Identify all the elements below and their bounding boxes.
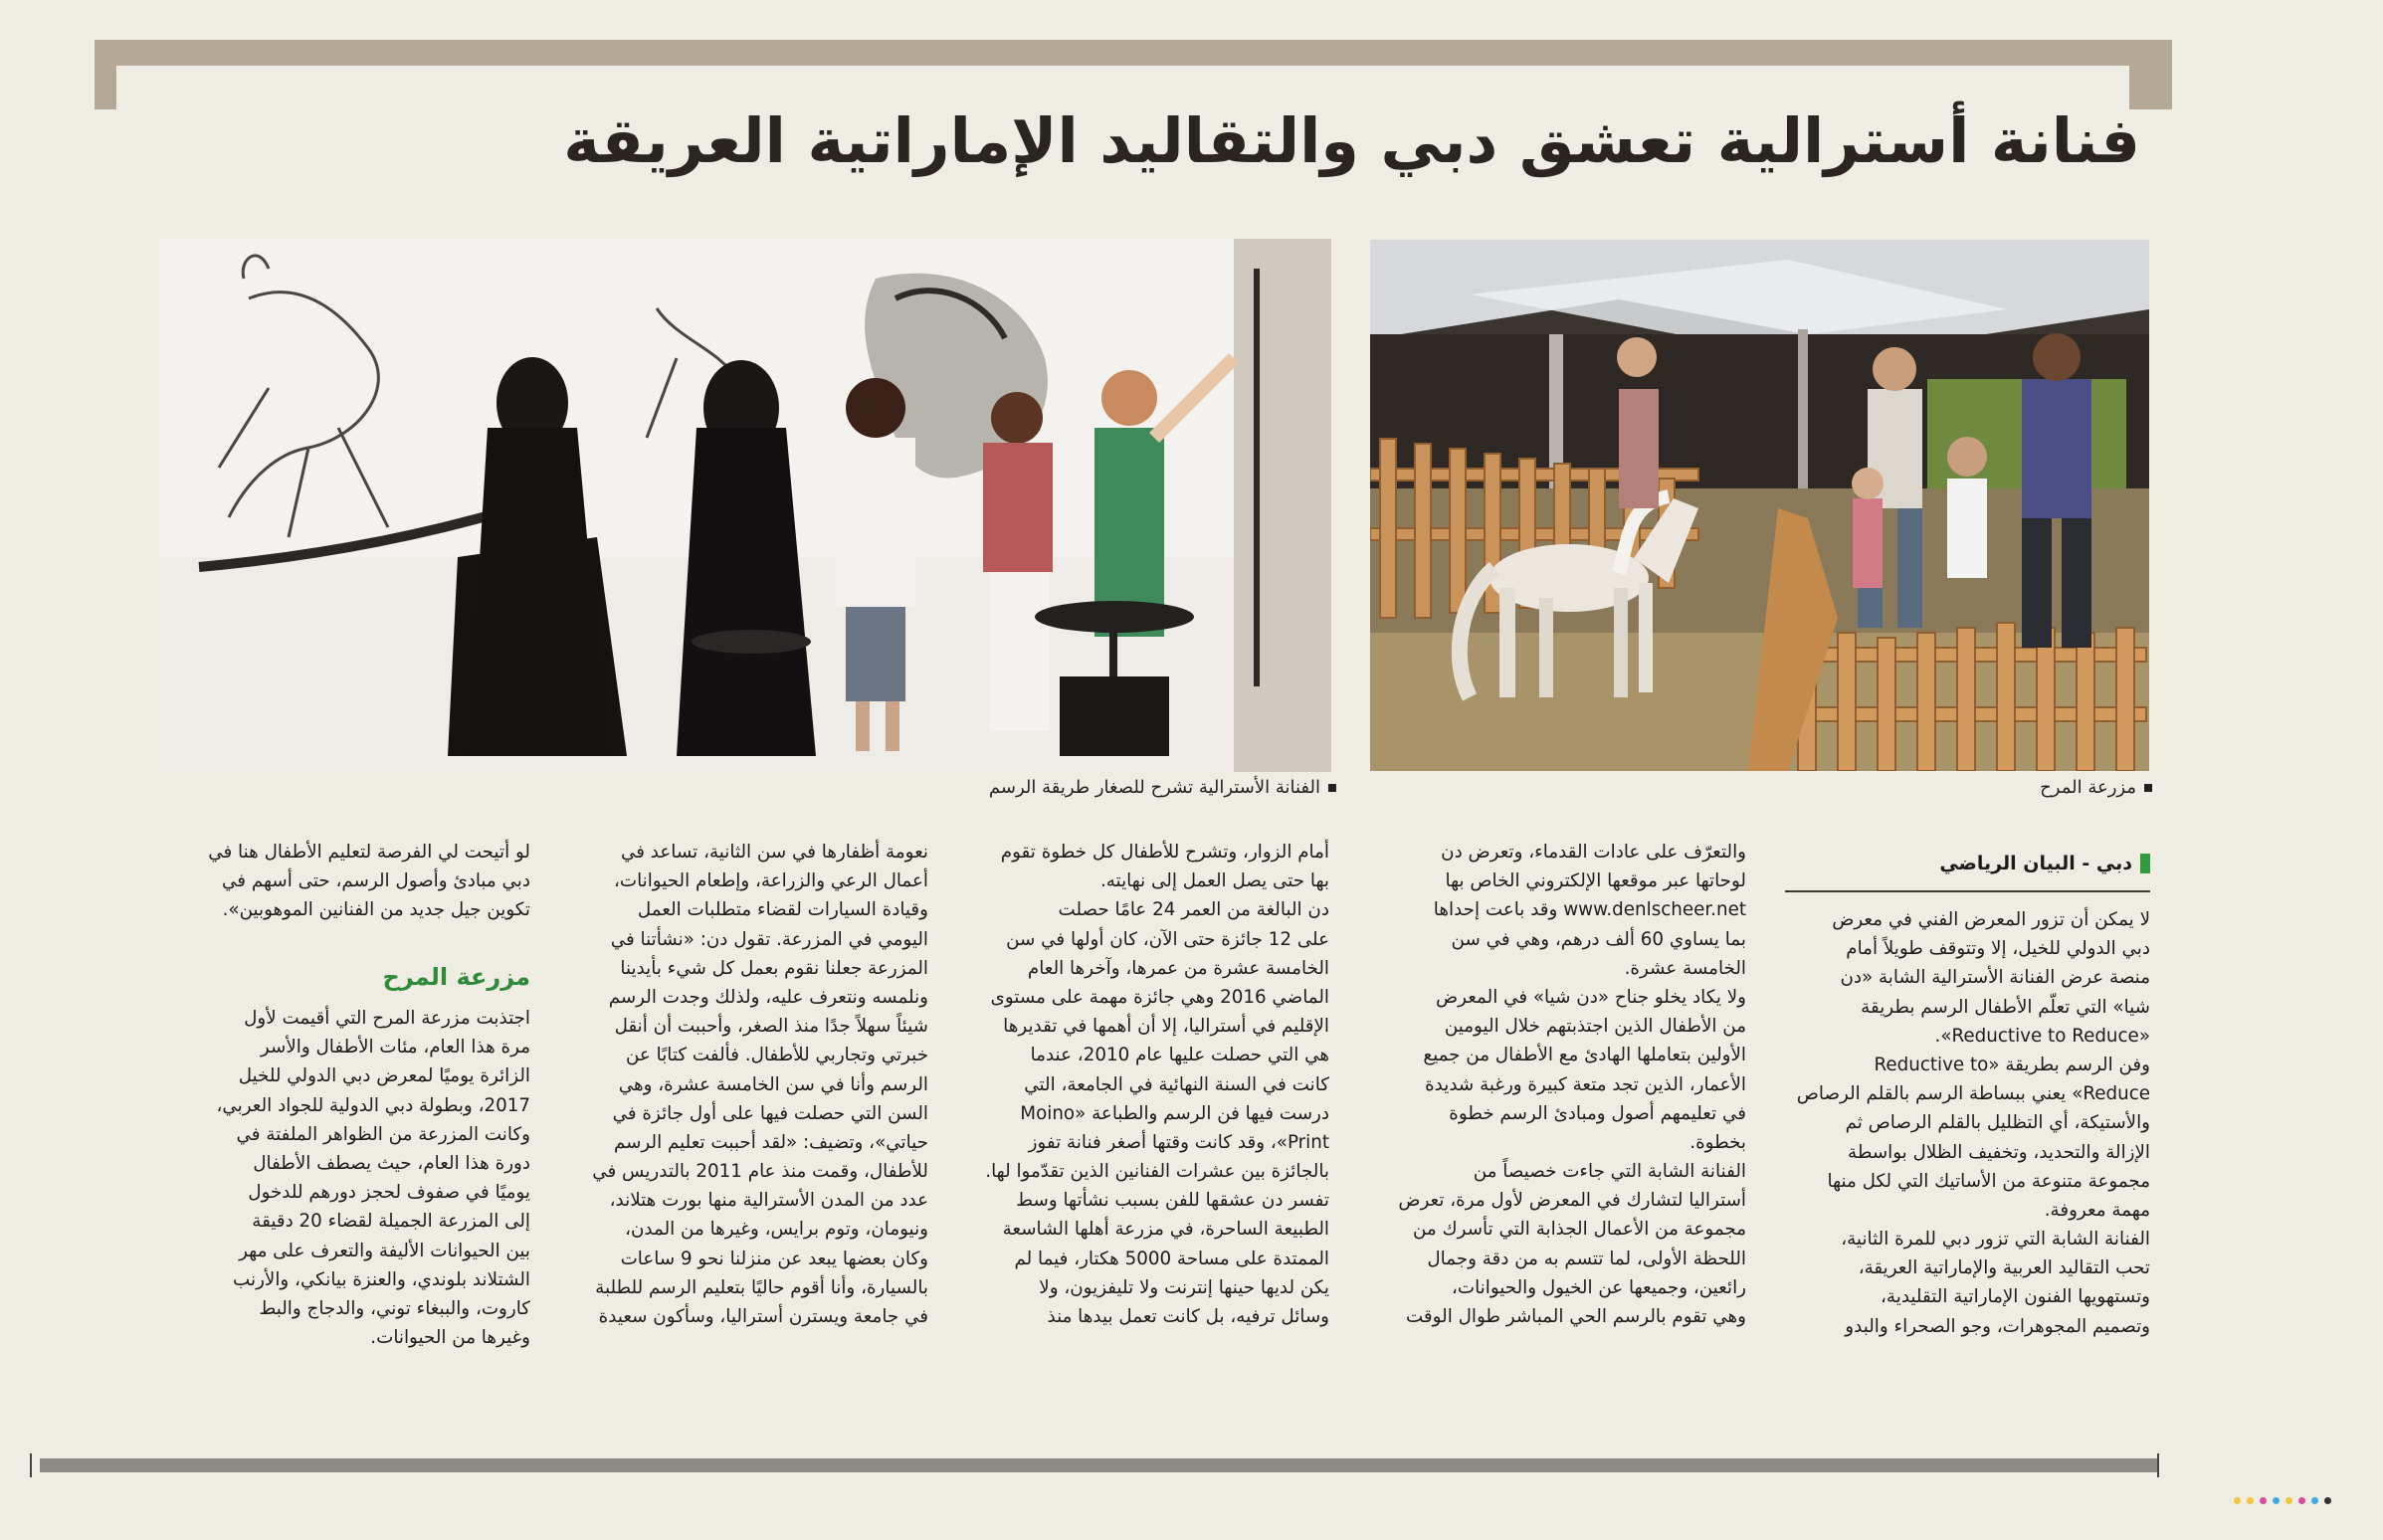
text-line: دورة هذا العام، حيث يصطف الأطفال [253, 1152, 530, 1174]
text-line: دن البالغة من العمر 24 عامًا حصلت [1058, 899, 1329, 921]
text-line: والتعرّف على عادات القدماء، وتعرض دن [1441, 842, 1746, 863]
text-line: الإزالة والتحديد، وتخفيف الظلال بواسطة [1848, 1141, 2150, 1163]
text-line: عدد من المدن الأسترالية منها بورت هتلاند، [609, 1190, 928, 1212]
text-line: الإقليم في أستراليا، إلا أن أهمها في تقديرها [1003, 1016, 1329, 1038]
farm-photo [1370, 240, 2149, 771]
text-line: تكوين جيل جديد من الفنانين الموهوبين». [222, 899, 530, 921]
text-line: وتستهويها الفنون الإماراتية التقليدية، [1881, 1286, 2150, 1308]
text-line: وقيادة السيارات لقضاء متطلبات العمل [637, 899, 928, 921]
text-line: تحب التقاليد العربية والإماراتية العريقة، [1858, 1257, 2150, 1279]
article-column-4 [557, 838, 928, 1331]
article-column-3 [958, 838, 1329, 1331]
text-line: للأطفال، وقمت منذ عام 2011 بالتدريس في [592, 1161, 928, 1183]
text-line: مجموعة متنوعة من الأساتيك التي لكل منها [1827, 1170, 2150, 1192]
text-line: 2017، وبطولة دبي الدولية للجواد العربي، [216, 1094, 530, 1116]
registration-dot [2311, 1497, 2318, 1504]
article-column-2 [1375, 838, 1746, 1331]
top-band-right-cap [2129, 40, 2172, 109]
text-line: تفسر دن عشقها للفن بسبب نشأتها وسط [1016, 1190, 1329, 1212]
text-line: في تعليمهم أصول ومبادئ الرسم خطوة [1449, 1102, 1746, 1124]
farm-photo-caption [2040, 777, 2152, 798]
text-line: وتصميم المجوهرات، وجو الصحراء والبدو [1845, 1315, 2150, 1337]
text-line: وكان بعضها يبعد عن منزلنا نحو 9 ساعات [620, 1248, 928, 1269]
text-line: شيئاً سهلاً جدًا منذ الصغر، وأحببت أن أنقل [614, 1016, 928, 1038]
text-line: درست فيها فن الرسم والطباعة «Moino [1020, 1102, 1329, 1124]
registration-dot [2247, 1497, 2254, 1504]
text-line: الممتدة على مساحة 5000 هكتار، فيما لم [1014, 1248, 1329, 1269]
text-line: لا يمكن أن تزور المعرض الفني في معرض [1832, 909, 2150, 930]
text-line: إلى المزرعة الجميلة لقضاء 20 دقيقة [252, 1211, 530, 1233]
text-line: على 12 جائزة حتى الآن، كان أولها في سن [1006, 928, 1329, 950]
text-line: وسائل ترفيه، بل كانت تعمل بيدها منذ [1047, 1306, 1329, 1327]
text-line: في جامعة ويسترن أستراليا، وسأكون سعيدة [598, 1306, 928, 1327]
article-column-5 [159, 838, 530, 925]
section-subheading: مزرعة المرح [382, 963, 530, 991]
artist-photo-caption [989, 777, 1336, 798]
text-line: بين الحيوانات الأليفة والتعرف على مهر [239, 1240, 530, 1261]
text-line: ولا يكاد يخلو جناح «دن شيا» في المعرض [1436, 986, 1746, 1008]
column-1-text [1785, 905, 2150, 1341]
caption-bullet [2144, 784, 2152, 792]
column-5-text-bottom [159, 1004, 530, 1352]
text-line: خبرتي وتجاربي للأطفال. فألفت كتابًا عن [625, 1045, 928, 1066]
text-line: بخطوة. [1689, 1131, 1746, 1153]
text-line: بها حتى يصل العمل إلى نهايته. [1099, 870, 1329, 892]
text-line: بالجائزة بين عشرات الفنانين الذين تقدّموا لها. [985, 1161, 1329, 1183]
text-line: بما يساوي 60 ألف درهم، وهي في سن [1451, 928, 1746, 950]
article-byline [1785, 853, 2150, 892]
text-line: الطبيعة الساحرة، في مزرعة أهلها الشاسعة [1002, 1219, 1329, 1241]
text-line: اللحظة الأولى، لما تتسم به من دقة وجمال [1427, 1248, 1746, 1269]
text-line: «Reductive to Reduce». [1934, 1025, 2150, 1047]
artist-photo [159, 239, 1331, 772]
text-line: شيا» التي تعلّم الأطفال الرسم بطريقة [1861, 996, 2150, 1018]
text-line: أمام الزوار، وتشرح للأطفال كل خطوة تقوم [1000, 842, 1329, 863]
registration-dot [2285, 1497, 2292, 1504]
column-3-text [958, 838, 1329, 1331]
text-line: وكانت المزرعة من الظواهر الملفتة في [236, 1123, 530, 1145]
text-line: السن التي حصلت فيها على أول جائزة في [612, 1102, 928, 1124]
text-line: أعمال الرعي والزراعة، وإطعام الحيوانات، [613, 870, 928, 892]
text-line: كانت في السنة النهائية في الجامعة، التي [1024, 1073, 1329, 1095]
byline-text: دبي - البيان الرياضي [1939, 853, 2132, 874]
print-registration-marks [2234, 1489, 2337, 1499]
top-band-left-cap [95, 40, 116, 109]
text-line: أستراليا لتشارك في المعرض لأول مرة، تعرض [1398, 1190, 1746, 1212]
text-line: ونلمسه ونتعرف عليه، ولذلك وجدت الرسم [608, 986, 928, 1008]
text-line: الشتلاند بلوندي، والعنزة بيانكي، والأرنب [233, 1268, 530, 1290]
caption-bullet [1328, 784, 1336, 792]
farm-photo-illustration [1370, 240, 2149, 771]
text-line: والأستيكة، أي التظليل بالقلم الرصاص ثم [1845, 1112, 2150, 1134]
registration-dot [2234, 1497, 2241, 1504]
text-line: الماضي 2016 وهي جائزة مهمة على مستوى [990, 986, 1329, 1008]
byline-marker [2140, 854, 2150, 873]
text-line: اجتذبت مزرعة المرح التي أقيمت لأول [244, 1008, 530, 1029]
column-2-text [1375, 838, 1746, 1331]
text-line: الفنانة الشابة التي جاءت خصيصاً من [1473, 1161, 1746, 1183]
text-line: الفنانة الشابة التي تزور دبي للمرة الثانية، [1841, 1229, 2150, 1251]
top-decorative-band [95, 40, 2172, 66]
text-line: نعومة أظفارها في سن الثانية، تساعد في [621, 842, 928, 863]
bottom-band-right-tick [2157, 1453, 2159, 1477]
text-line: الأولين بتعاملها الهادئ مع الأطفال من جميع [1423, 1045, 1746, 1066]
artist-photo-caption-text: الفنانة الأسترالية تشرح للصغار طريقة الرسم [988, 777, 1320, 798]
registration-dot [2260, 1497, 2267, 1504]
text-line: منصة عرض الفنانة الأسترالية الشابة «دن [1840, 967, 2150, 989]
text-line: كاروت، والببغاء توني، والدجاج والبط [259, 1297, 530, 1319]
text-line: Print»، وقد كانت وقتها أصغر فنانة تفوز [1028, 1131, 1329, 1153]
text-line: يوميًا في صفوف لحجز دورهم للدخول [248, 1182, 530, 1204]
article-column-5-continued [159, 1004, 530, 1352]
text-line: حياتي»، وتضيف: «لقد أحببت تعليم الرسم [613, 1131, 928, 1153]
text-line: مهمة معروفة. [2044, 1199, 2150, 1221]
text-line: هي التي حصلت عليها عام 2010، عندما [1030, 1045, 1329, 1066]
text-line: وهي تقوم بالرسم الحي المباشر طوال الوقت [1405, 1306, 1746, 1327]
text-line: رائعين، وجميعها عن الخيول والحيوانات، [1451, 1276, 1746, 1298]
bottom-decorative-band [40, 1458, 2159, 1472]
registration-dot [2273, 1497, 2280, 1504]
text-line: دبي الدولي للخيل، إلا وتتوقف طويلاً أمام [1846, 938, 2150, 960]
text-line: مرة هذا العام، مئات الأطفال والأسر [260, 1037, 530, 1059]
text-line: الأعمار، الذين تجد متعة كبيرة ورغبة شديدة [1425, 1073, 1746, 1095]
text-line: الخامسة عشرة. [1624, 957, 1746, 979]
text-line: وغيرها من الحيوانات. [370, 1327, 530, 1349]
text-line: Reduce» يعني ببساطة الرسم بالقلم الرصاص [1796, 1083, 2150, 1105]
text-line: دبي مبادئ وأصول الرسم، حتى أسهم في [222, 870, 530, 892]
text-line: المزرعة جعلنا نقوم بعمل كل شيء بأيدينا [620, 957, 928, 979]
text-line: الزائرة يوميًا لمعرض دبي الدولي للخيل [238, 1065, 530, 1087]
article-column-1 [1785, 905, 2150, 1341]
text-line: www.denlscheer.net وقد باعت إحداها [1433, 899, 1746, 921]
column-5-text-top [159, 838, 530, 925]
registration-dot [2324, 1497, 2331, 1504]
farm-photo-caption-text: مزرعة المرح [2040, 777, 2136, 798]
column-4-text [557, 838, 928, 1331]
registration-dot [2298, 1497, 2305, 1504]
artist-photo-illustration [159, 239, 1331, 772]
text-line: لو أتيحت لي الفرصة لتعليم الأطفال هنا في [208, 842, 530, 863]
text-line: لوحاتها عبر موقعها الإلكتروني الخاص بها [1445, 870, 1746, 892]
text-line: مجموعة من الأعمال الجذابة التي تأسرك من [1413, 1219, 1746, 1241]
text-line: اليومي في المزرعة. تقول دن: «نشأتنا في [610, 928, 928, 950]
text-line: ونيومان، وتوم برايس، وغيرها من المدن، [625, 1219, 928, 1241]
text-line: الرسم وأنا في سن الخامسة عشرة، وهي [618, 1073, 928, 1095]
text-line: وفن الرسم بطريقة «Reductive to [1874, 1054, 2150, 1075]
text-line: يكن لديها حينها إنترنت ولا تليفزيون، ولا [1039, 1276, 1329, 1298]
article-headline: فنانة أسترالية تعشق دبي والتقاليد الإماراتية العريقة [563, 104, 2140, 177]
text-line: بالسيارة، وأنا أقوم حاليًا بتعليم الرسم للطلبة [595, 1276, 928, 1298]
text-line: من الأطفال الذين اجتذبتهم خلال اليومين [1444, 1016, 1746, 1038]
text-line: الخامسة عشرة من عمرها، وآخرها العام [1027, 957, 1329, 979]
bottom-band-left-tick [30, 1453, 32, 1477]
